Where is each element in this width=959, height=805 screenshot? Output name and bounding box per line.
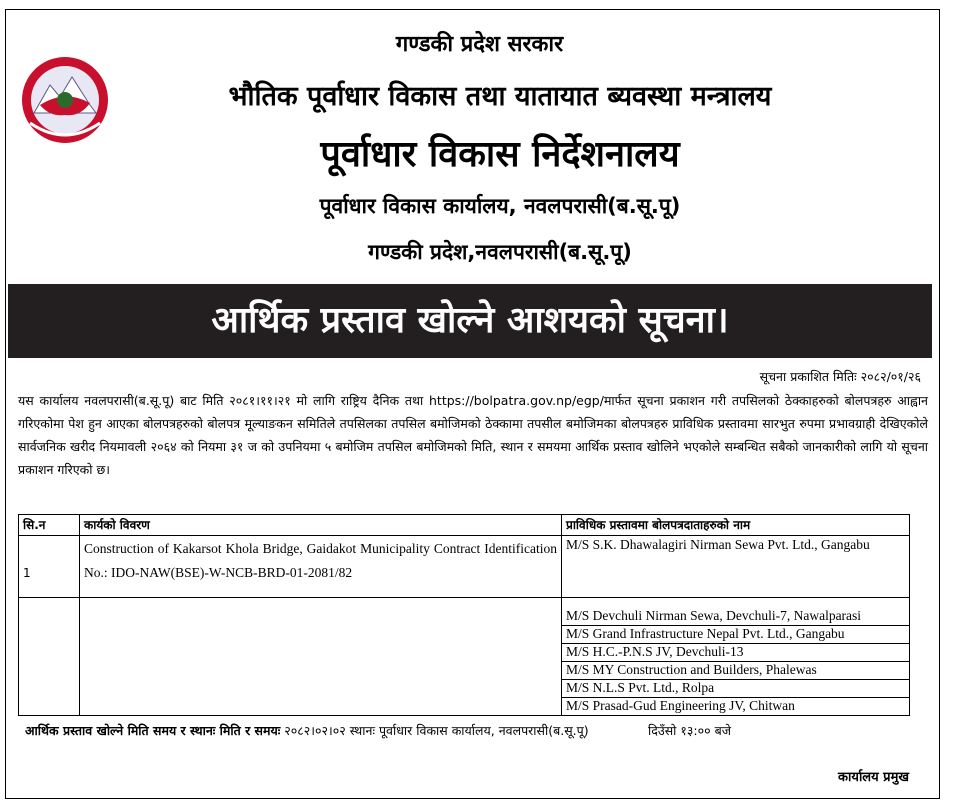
opening-label: आर्थिक प्रस्ताव खोल्ने मिति समय र स्थानः मिति र समयः [25,723,281,738]
bidder-name: M/S Grand Infrastructure Nepal Pvt. Ltd., Gangabu [562,626,910,644]
province-name: गण्डकी प्रदेश,नवलपरासी(ब.सू.पू) [368,240,632,264]
bidder-name: M/S N.L.S Pvt. Ltd., Rolpa [562,680,910,698]
table-row [19,536,910,598]
column-header-serial: सि.न [19,515,80,536]
bid-table [18,514,910,716]
serial-number: 1 [19,536,80,598]
empty-cell [80,598,562,716]
bidder-name: M/S S.K. Dhawalagiri Nirman Sewa Pvt. Ltd., Gangabu [562,536,910,598]
work-description: Construction of Kakarsot Khola Bridge, Gaidakot Municipality Contract Identification No.: IDO-NAW(BSE)-W-NCB-BRD-01-2081/82 [80,536,562,598]
government-name: गण्डकी प्रदेश सरकार [395,32,564,57]
column-header-work: कार्यको विवरण [80,515,562,536]
empty-cell [19,598,80,716]
opening-time: दिउँसो १३:०० बजे [648,723,731,738]
column-header-bidders: प्राविधिक प्रस्तावमा बोलपत्रदाताहरुको नाम [562,515,910,536]
notice-title-banner [8,284,932,358]
bidder-name: M/S Prasad-Gud Engineering JV, Chitwan [562,698,910,716]
notice-title: आर्थिक प्रस्ताव खोल्ने आशयको सूचना। [211,300,729,341]
table-header-row [19,515,910,536]
table-row [19,598,910,626]
published-date: सूचना प्रकाशित मितिः २०८२/०१/२६ [759,369,921,384]
ministry-name: भौतिक पूर्वाधार विकास तथा यातायात ब्यवस्था मन्त्रालय [228,81,772,112]
bidder-name: M/S H.C.-P.N.S JV, Devchuli-13 [562,644,910,662]
opening-details: २०८२।०२।०२ स्थानः पूर्वाधार विकास कार्यालय, नवलपरासी(ब.सू.पू) [280,723,589,738]
notice-body: यस कार्यालय नवलपरासी(ब.सू.पू) बाट मिति २०८१।११।२१ मो लागि राष्ट्रिय दैनिक तथा https://bolpatra.gov.np/egp/मार्फत सूचना प्रकाशन गरी तपसिलको ठेक्काहरुको बोलपत्रहरु आह्वान गरिएकोमा पेश हुन आएका बोलपत्रहरुको बोलपत्र मूल्याङकन समितिले तपसिलका तपसिल बमोजिमको ठेक्कामा तपसील बमोजिमका बोलपत्रहरु प्राविधिक प्रस्तावमा सारभुत रुपमा प्रभावग्राही देखिएकोले सार्वजनिक खरीद नियमावली २०६४ को नियमा ३१ ज को उपनियमा ५ बमोजिम तपसिल बमोजिमको मिति, स्थान र समयमा आर्थिक प्रस्ताव खोलिने भएकोले सम्बन्धित सबैको जानकारीको लागि यो सूचना प्रकाशन गरिएको छ। [18,393,928,477]
opening-info [25,722,589,739]
office-name: पूर्वाधार विकास कार्यालय, नवलपरासी(ब.सू.पू) [319,194,681,218]
office-chief-signature: कार्यालय प्रमुख [838,770,909,785]
directorate-name: पूर्वाधार विकास निर्देशनालय [320,134,680,175]
bidder-name: M/S Devchuli Nirman Sewa, Devchuli-7, Nawalparasi [562,598,910,626]
bidder-name: M/S MY Construction and Builders, Phalewas [562,662,910,680]
nepal-emblem-icon [20,55,110,145]
